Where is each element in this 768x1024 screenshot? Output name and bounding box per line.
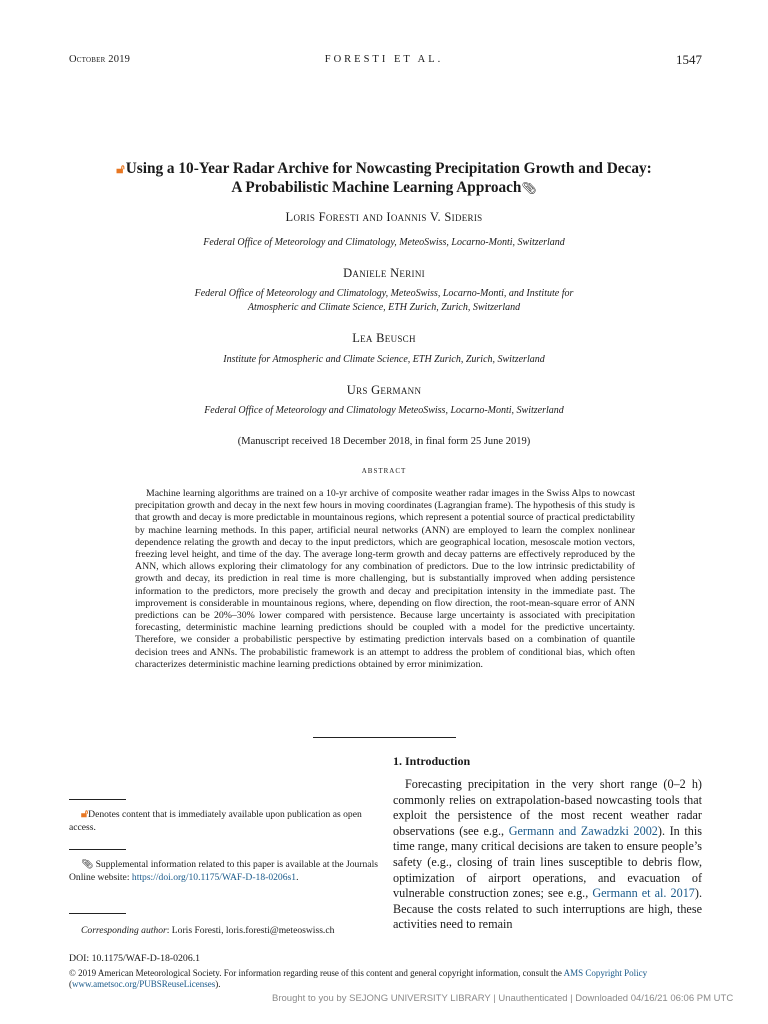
copyright-end: ).	[215, 979, 221, 990]
paperclip-icon: 📎︎	[81, 859, 94, 870]
footnote-supplement	[69, 859, 379, 884]
running-header-date: October 2019	[69, 54, 131, 65]
affiliation-4: Federal Office of Meteorology and Climatology MeteoSwiss, Locarno-Monti, Switzerland	[204, 405, 564, 416]
paperclip-icon[interactable]: 📎︎	[521, 181, 537, 195]
footnote-divider	[69, 849, 126, 850]
copyright-text: © 2019 American Meteorological Society. For information regarding reuse of this content and general copyright information, consult the	[69, 968, 564, 978]
running-header-authors: FORESTI ET AL.	[324, 54, 444, 65]
author-names-2: Daniele Nerini	[343, 266, 425, 280]
reference-link-germann-zawadzki[interactable]: Germann and Zawadzki 2002	[508, 823, 658, 838]
reuse-licenses-link[interactable]: www.ametsoc.org/PUBSReuseLicenses	[72, 979, 216, 990]
author-names-3: Lea Beusch	[352, 331, 416, 345]
copyright-notice	[69, 968, 704, 991]
doi: DOI: 10.1175/WAF-D-18-0206.1	[69, 953, 201, 964]
footnote-open-access-text: Denotes content that is immediately available upon publication as open access.	[69, 809, 362, 833]
section-divider	[313, 737, 456, 738]
open-access-lock-icon[interactable]: 🔓︎	[116, 161, 125, 176]
supplement-link[interactable]: https://doi.org/10.1175/WAF-D-18-0206s1	[131, 871, 297, 883]
intro-text-1: Forecasting precipitation in the very short range (0–2 h) commonly relies on extrapolation-based nowcasting tools that exploit the persistence of the most recent weather radar observations (see e.g.,	[393, 777, 702, 838]
corresponding-author-label: Corresponding author	[81, 925, 167, 936]
introduction-body	[393, 777, 702, 933]
affiliation-2-line-2: Atmospheric and Climate Science, ETH Zurich, Zurich, Switzerland	[247, 302, 521, 313]
affiliation-2	[120, 287, 648, 315]
affiliation-2-line-1: Federal Office of Meteorology and Climatology, MeteoSwiss, Locarno-Monti, and Institute for	[194, 288, 574, 299]
footnote-open-access	[69, 808, 379, 834]
footnote-divider	[69, 799, 126, 800]
corresponding-author-text: : Loris Foresti, loris.foresti@meteoswiss.ch	[166, 925, 335, 936]
author-names-4: Urs Germann	[346, 383, 422, 397]
footnote-supplement-text: Supplemental information related to this paper is available at the Journals Online website:	[69, 859, 378, 883]
footnote-supplement-end: .	[296, 871, 299, 883]
footnote-corresponding-author	[69, 925, 379, 938]
affiliation-1: Federal Office of Meteorology and Climatology, MeteoSwiss, Locarno-Monti, Switzerland	[203, 237, 565, 248]
manuscript-received: (Manuscript received 18 December 2018, in final form 25 June 2019)	[237, 436, 531, 447]
ams-copyright-policy-link[interactable]: AMS Copyright Policy	[563, 968, 648, 978]
open-access-lock-icon: 🔓︎	[81, 808, 89, 820]
affiliation-3: Institute for Atmospheric and Climate Science, ETH Zurich, Zurich, Switzerland	[223, 354, 545, 365]
reference-link-germann-2017[interactable]: Germann et al. 2017	[592, 886, 695, 901]
download-stamp: Brought to you by SEJONG UNIVERSITY LIBRARY | Unauthenticated | Downloaded 04/16/21 06:06 PM UTC	[272, 993, 734, 1004]
intro-text-3: ). Because the costs related to such interruptions are high, these activities need to remain	[393, 886, 702, 932]
footnote-divider	[69, 913, 126, 914]
paper-title	[60, 159, 708, 198]
title-line-2: A Probabilistic Machine Learning Approach	[231, 179, 522, 196]
author-names-1: Loris Foresti and Ioannis V. Sideris	[285, 210, 483, 224]
abstract-heading: abstract	[361, 465, 407, 476]
copyright-paren: (	[69, 979, 72, 990]
title-line-1: Using a 10-Year Radar Archive for Nowcasting Precipitation Growth and Decay:	[125, 160, 652, 177]
intro-text-2: ). In this time range, many critical decisions are taken to ensure people’s safety (e.g., closing of train lines susceptible to debris flow, optimization of airport operations, and evacuation of vulnerable construction zones; see e.g.,	[393, 823, 702, 901]
page-number: 1547	[676, 52, 702, 67]
abstract-body: Machine learning algorithms are trained on a 10-yr archive of composite weather radar images in the Swiss Alps to nowcast precipitation growth and decay in the next few hours in moving coordinates (Lagrangian frame). The hypothesis of this study is that growth and decay is more predictable in mountainous regions, which represent a potential source of practical predictability by machine learning methods. In this paper, artificial neural networks (ANN) are employed to learn the complex nonlinear dependence relating the growth and decay to the input predictors, which are geographical location, mesoscale motion vectors, freezing level height, and time of the day. The average long-term growth and decay patterns are effectively reproduced by the ANN, which allows exploring their climatology for any combination of predictors. Due to the low intrinsic predictability of growth and decay, its prediction in real time is more challenging, but is substantially improved when adding persistence information to the predictors, more precisely the growth and decay and precipitation intensity in the immediate past. The improvement is considerable in mountainous regions, where, depending on flow direction, the root-mean-square error of ANN predictions can be 20%–30% lower compared with persistence. Because large uncertainty is associated with precipitation forecasting, deterministic machine learning predictions should be coupled with a model for the predictive uncertainty. Therefore, we consider a probabilistic perspective by estimating prediction intervals based on a combination of quantile decision trees and ANNs. The probabilistic framework is an attempt to address the problem of conditional bias, which often characterizes deterministic machine learning predictions obtained by error minimization.	[135, 488, 635, 670]
introduction-heading: 1. Introduction	[393, 754, 471, 768]
